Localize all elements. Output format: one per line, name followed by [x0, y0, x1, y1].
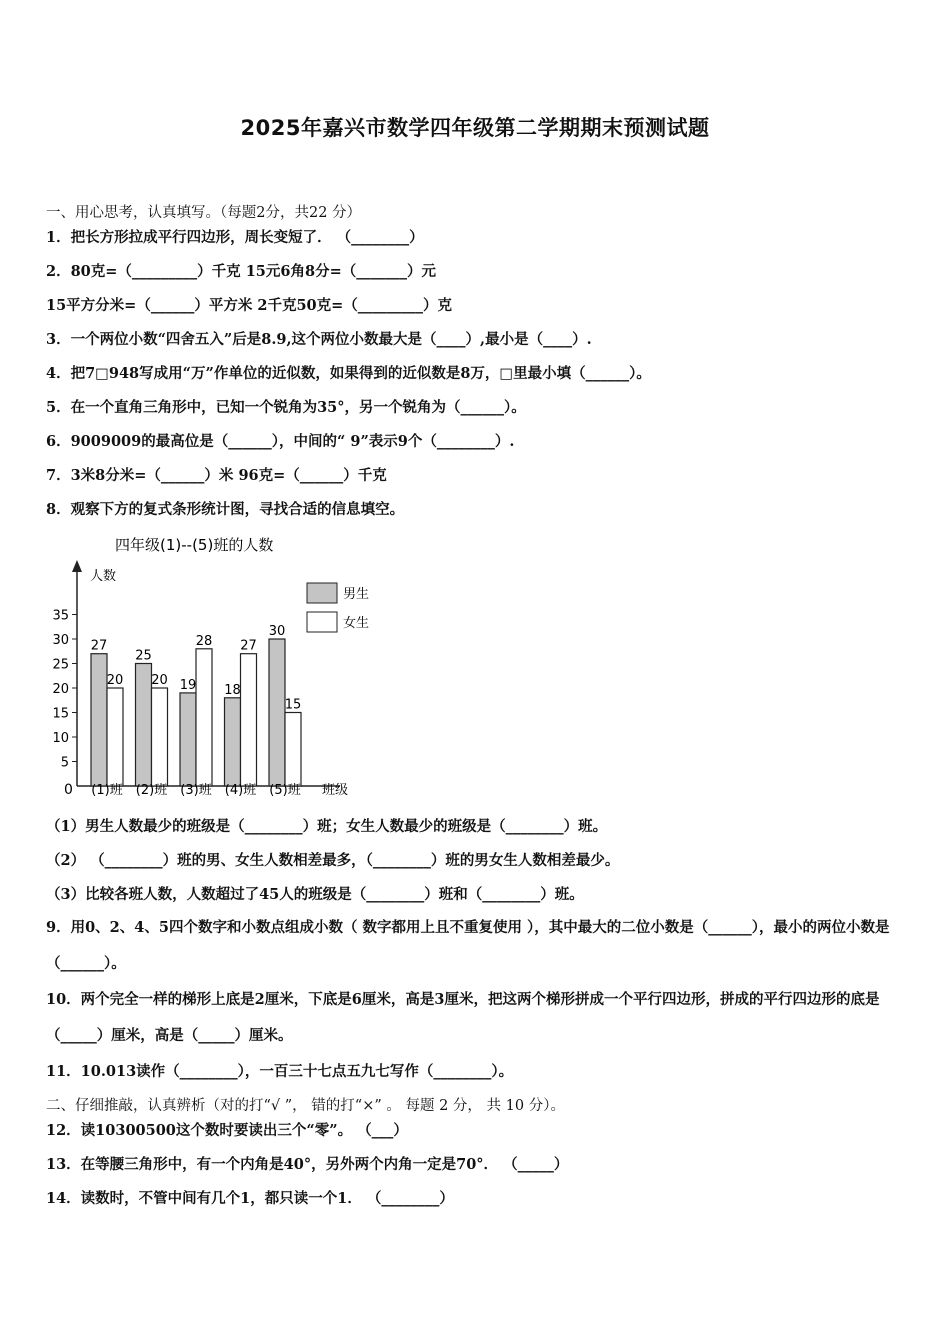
bar-value-label: 30 [268, 624, 286, 639]
question-12: 12．读10300500这个数时要读出三个“零”。 （___） [46, 1122, 408, 1139]
question-2b: 15平方分米=（______）平方米 2千克50克=（_________）克 [46, 297, 453, 314]
bar-boys [91, 654, 107, 786]
question-3: 3．一个两位小数“四舍五入”后是8.9,这个两位小数最大是（____）,最小是（____）. [46, 331, 592, 348]
y-tick-label: 35 [52, 608, 69, 624]
bar-value-label: 18 [224, 682, 241, 698]
x-tick-label: (3)班 [180, 783, 212, 798]
y-tick-label: 25 [52, 657, 69, 673]
section-heading-1: 一、用心思考，认真填写。（每题2分，共22 分） [46, 205, 362, 221]
bar-girls [196, 649, 212, 786]
question-10: 10．两个完全一样的梯形上底是2厘米，下底是6厘米，高是3厘米，把这两个梯形拼成一个平行四边形，拼成的平行四边形的底是（_____）厘米，高是（_____）厘米。 [46, 991, 880, 1044]
question-9: 9．用0、2、4、5四个数字和小数点组成小数（ 数字都用上且不重复使用 ），其中最大的二位小数是（______），最小的两位小数是（______）。 [46, 919, 890, 972]
legend-label-boys: 男生 [343, 587, 370, 602]
bar-boys [269, 639, 285, 786]
question-8-2: （2） （________）班的男、女生人数相差最多，（________）班的男女生人数相差最少。 [46, 852, 620, 869]
y-axis-label: 人数 [90, 569, 117, 584]
question-11: 11．10.013读作（________），一百三十七点五九七写作（________）。 [46, 1063, 514, 1080]
bar-boys [180, 693, 196, 786]
question-8: 8．观察下方的复式条形统计图，寻找合适的信息填空。 [46, 501, 405, 518]
question-13: 13．在等腰三角形中，有一个内角是40°，另外两个内角一定是70°． （_____） [46, 1156, 569, 1173]
question-5: 5．在一个直角三角形中，已知一个锐角为35°，另一个锐角为（______）。 [46, 399, 526, 416]
legend-swatch-boys [307, 583, 337, 603]
y-tick-label: 5 [60, 755, 69, 771]
bar-chart [40, 528, 380, 803]
bar-value-label: 19 [179, 677, 197, 693]
question-2a: 2．80克=（_________）千克 15元6角8分=（_______）元 [46, 263, 436, 280]
legend [307, 583, 369, 632]
question-4: 4．把7□948写成用“万”作单位的近似数，如果得到的近似数是8万，□里最小填（______）。 [46, 365, 651, 382]
bar-girls [241, 654, 257, 786]
question-1: 1．把长方形拉成平行四边形，周长变短了． （________） [46, 229, 424, 246]
bar-girls [152, 688, 168, 786]
question-8-3: （3）比较各班人数，人数超过了45人的班级是（________）班和（________）班。 [46, 886, 584, 903]
bar-value-label: 27 [90, 638, 108, 654]
origin-label: 0 [64, 782, 73, 798]
bar-value-label: 20 [151, 673, 168, 688]
x-tick-label: (5)班 [269, 783, 301, 798]
legend-swatch-girls [307, 612, 337, 632]
y-axis [72, 560, 82, 786]
y-tick-label: 15 [52, 706, 69, 722]
x-tick-label: (2)班 [135, 783, 168, 798]
y-tick-label: 30 [52, 633, 69, 648]
question-7: 7．3米8分米=（______）米 96克=（______）千克 [46, 467, 387, 484]
bar-value-label: 28 [195, 633, 213, 649]
bar-girls [285, 713, 301, 787]
bar-value-label: 15 [284, 697, 302, 713]
bar-value-label: 20 [106, 673, 124, 688]
y-tick-label: 10 [52, 731, 69, 746]
chart-title: 四年级(1)--(5)班的人数 [115, 536, 274, 554]
y-tick-label: 20 [52, 682, 69, 697]
bar-girls [107, 688, 123, 786]
bar-value-label: 25 [135, 648, 152, 664]
bar-boys [136, 664, 152, 787]
question-8-1: （1）男生人数最少的班级是（________）班；女生人数最少的班级是（________）班。 [46, 818, 608, 835]
x-tick-label: (4)班 [224, 783, 257, 798]
x-tick-label: (1)班 [91, 783, 123, 798]
bar-boys [225, 698, 241, 786]
bar-value-label: 27 [240, 638, 257, 654]
section-heading-2: 二、仔细推敲，认真辨析（对的打“√ ”， 错的打“×” 。 每题 2 分， 共 10 分）。 [46, 1098, 565, 1114]
page-title: 2025年嘉兴市数学四年级第二学期期末预测试题 [240, 116, 710, 140]
x-axis-label: 班级 [322, 783, 349, 798]
legend-label-girls: 女生 [343, 616, 370, 631]
question-6: 6．9009009的最高位是（______），中间的“ 9”表示9个（________）. [46, 433, 515, 450]
question-14: 14．读数时，不管中间有几个1，都只读一个1． （________） [46, 1190, 454, 1207]
